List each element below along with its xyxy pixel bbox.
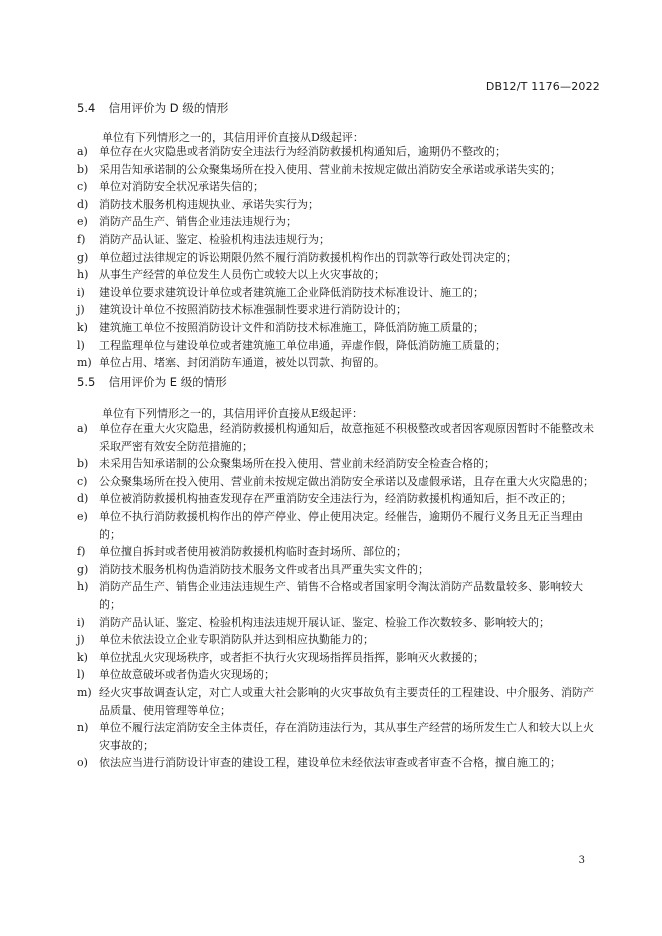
list-item-label: c)	[77, 474, 88, 488]
list-item-label: g)	[77, 250, 89, 264]
list-item-text: 单位存在火灾隐患或者消防安全违法行为经消防救援机构通知后，逾期仍不整改的；	[99, 145, 506, 158]
list-item	[77, 561, 602, 579]
list-item	[77, 614, 602, 632]
list-item-text: 消防产品认证、鉴定、检验机构违法违规开展认证、鉴定、检验工作次数较多、影响较大的；	[99, 615, 550, 629]
list-item-label: h)	[77, 268, 89, 282]
list-item-text: 单位扰乱火灾现场秩序，或者拒不执行火灾现场指挥员指挥，影响灭火救援的；	[99, 650, 484, 664]
list-item-label: i)	[77, 285, 85, 299]
list-item-label: k)	[77, 650, 88, 664]
list-item-text: 建筑施工单位不按照消防设计文件和消防技术标准施工，降低消防施工质量的；	[99, 320, 484, 334]
list-item	[77, 455, 602, 473]
list-item	[77, 354, 602, 372]
section-title: 信用评价为 D 级的情形	[108, 101, 229, 115]
section-5-4-list	[77, 143, 602, 372]
list-item-label: m)	[77, 685, 92, 699]
list-item	[77, 754, 602, 772]
document-code: DB12/T 1176—2022	[485, 80, 600, 93]
list-item-text: 单位占用、堵塞、封闭消防车通道，被处以罚款、拘留的。	[99, 356, 385, 370]
list-item-text: 依法应当进行消防设计审查的建设工程，建设单位未经依法审查或者审查不合格，擅自施工的；	[99, 756, 561, 770]
list-item	[77, 337, 602, 355]
list-item-label: f)	[77, 232, 86, 246]
list-item	[77, 213, 602, 231]
list-item	[77, 178, 602, 196]
list-item-text: 消防技术服务机构违规执业、承诺失实行为；	[99, 197, 319, 211]
list-item-label: d)	[77, 197, 89, 211]
list-item-label: i)	[77, 615, 85, 629]
list-item	[77, 161, 602, 179]
list-item-label: n)	[77, 721, 89, 735]
list-item-label: l)	[77, 668, 85, 682]
list-item-label: b)	[77, 162, 89, 176]
list-item-text: 消防产品认证、鉴定、检验机构违法违规行为；	[99, 232, 330, 246]
list-item-text: 单位擅自拆封或者使用被消防救援机构临时查封场所、部位的；	[99, 545, 407, 559]
list-item-text: 单位不执行消防救援机构作出的停产停业、停止使用决定。经催告，逾期仍不履行义务且无正当理由的；	[99, 509, 583, 541]
list-item-label: l)	[77, 338, 85, 352]
list-item-text: 单位故意破坏或者伪造火灾现场的；	[99, 668, 275, 682]
section-5-4-intro: 单位有下列情形之一的，其信用评价直接从D级起评：	[102, 131, 364, 144]
list-item-label: a)	[77, 422, 88, 435]
section-5-5-heading	[77, 374, 227, 390]
list-item	[77, 284, 602, 302]
list-item-label: b)	[77, 457, 89, 471]
list-item	[77, 301, 602, 319]
list-item	[77, 231, 602, 249]
list-item	[77, 473, 602, 491]
list-item	[77, 249, 602, 267]
list-item	[77, 543, 602, 561]
list-item-label: m)	[77, 356, 92, 370]
list-item-label: o)	[77, 756, 88, 770]
list-item-text: 从事生产经营的单位发生人员伤亡或较大以上火灾事故的；	[99, 268, 385, 282]
list-item-text: 消防技术服务机构伪造消防技术服务文件或者出具严重失实文件的；	[99, 562, 429, 576]
list-item	[77, 266, 602, 284]
list-item-text: 单位对消防安全状况承诺失信的；	[99, 180, 264, 194]
section-5-5-list	[77, 420, 602, 772]
list-item-text: 单位超过法律规定的诉讼期限仍然不履行消防救援机构作出的罚款等行政处罚决定的；	[99, 250, 517, 264]
section-5-5-intro: 单位有下列情形之一的，其信用评价直接从E级起评：	[102, 407, 364, 420]
list-item-text: 采用告知承诺制的公众聚集场所在投入使用、营业前未按规定做出消防安全承诺或承诺失实的；	[99, 162, 561, 176]
list-item-label: c)	[77, 180, 88, 194]
section-number: 5.4	[77, 101, 96, 115]
list-item-text: 建筑设计单位不按照消防技术标准强制性要求进行消防设计的；	[99, 303, 407, 317]
list-item-label: d)	[77, 492, 89, 506]
list-item	[77, 508, 602, 543]
list-item	[77, 319, 602, 337]
list-item-text: 消防产品生产、销售企业违法违规行为；	[99, 215, 297, 229]
list-item-label: j)	[77, 633, 85, 647]
list-item-text: 未采用告知承诺制的公众聚集场所在投入使用、营业前未经消防安全检查合格的；	[99, 457, 495, 471]
list-item	[77, 490, 602, 508]
page-number: 3	[578, 855, 585, 866]
list-item-label: e)	[77, 509, 88, 523]
list-item-text: 单位被消防救援机构抽查发现存在严重消防安全违法行为，经消防救援机构通知后，拒不改正的；	[99, 492, 572, 506]
list-item-label: j)	[77, 303, 85, 317]
list-item-text: 工程监理单位与建设单位或者建筑施工单位串通，弄虚作假，降低消防施工质量的；	[99, 338, 506, 352]
list-item-text: 消防产品生产、销售企业违法违规生产、销售不合格或者国家明令淘汰消防产品数量较多、影响较大的；	[99, 580, 583, 611]
list-item-text: 建设单位要求建筑设计单位或者建筑施工企业降低消防技术标准设计、施工的；	[99, 285, 484, 299]
list-item-text: 单位不履行法定消防安全主体责任，存在消防违法行为，其从事生产经营的场所发生亡人和较大以上火灾事故的；	[99, 721, 594, 752]
section-title: 信用评价为 E 级的情形	[108, 375, 227, 389]
list-item	[77, 684, 602, 719]
list-item-label: e)	[77, 215, 88, 229]
section-number: 5.5	[77, 375, 96, 389]
list-item-label: g)	[77, 562, 89, 576]
list-item	[77, 143, 602, 161]
list-item-text: 单位存在重大火灾隐患，经消防救援机构通知后，故意拖延不积极整改或者因客观原因暂时不能整改未采取严密有效安全防范措施的；	[99, 422, 594, 453]
list-item	[77, 420, 602, 455]
list-item	[77, 196, 602, 214]
list-item-text: 单位未依法设立企业专职消防队并达到相应执勤能力的；	[99, 633, 374, 647]
list-item	[77, 578, 602, 613]
list-item-text: 公众聚集场所在投入使用、营业前未按规定做出消防安全承诺以及虚假承诺，且存在重大火灾隐患的；	[99, 474, 594, 488]
list-item-label: a)	[77, 145, 88, 158]
list-item-label: k)	[77, 320, 88, 334]
list-item-label: h)	[77, 580, 89, 594]
list-item	[77, 631, 602, 649]
section-5-4-heading	[77, 100, 228, 116]
list-item-text: 经火灾事故调查认定，对亡人或重大社会影响的火灾事故负有主要责任的工程建设、中介服务、消防产品质量、使用管理等单位；	[99, 685, 594, 717]
list-item	[77, 666, 602, 684]
list-item-label: f)	[77, 545, 86, 559]
list-item	[77, 649, 602, 667]
list-item	[77, 719, 602, 754]
